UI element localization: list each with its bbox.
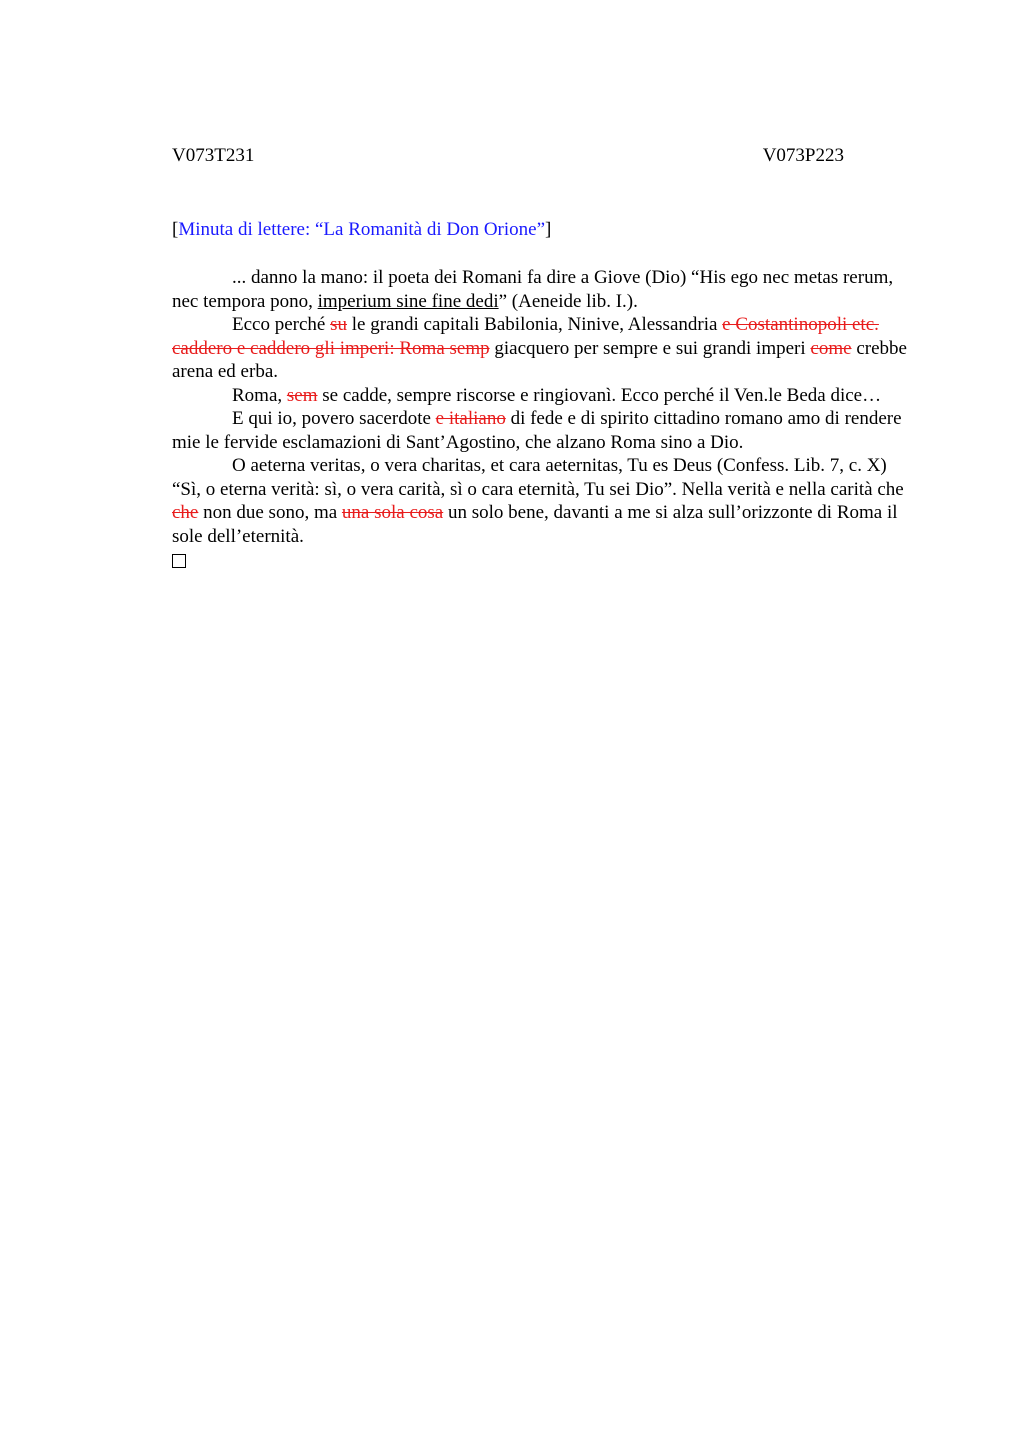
p1-text-b: ” (Aeneide lib. I.).	[498, 290, 638, 312]
title-open-bracket: [	[172, 218, 179, 240]
p4-text-a: E qui io, povero sacerdote	[232, 408, 436, 429]
document-code-left: V073T231	[172, 145, 255, 166]
p3-deletion-1: sem	[286, 384, 318, 406]
p2-deletion-2: e Costantinopoli etc. caddero e caddero gli imperi: Roma semp	[172, 314, 879, 359]
p2-deletion-3: come	[810, 337, 852, 359]
paragraph-2	[172, 313, 920, 384]
p2-text-a: Ecco perché	[232, 314, 331, 335]
p5-deletion-2: una sola cosa	[341, 502, 444, 523]
document-body	[172, 266, 920, 568]
paragraph-1	[172, 266, 920, 313]
p2-text-c: giacquero per sempre e sui grandi imperi	[489, 337, 811, 359]
document-title	[172, 218, 920, 242]
document-page	[172, 144, 920, 568]
p3-text-a: Roma,	[232, 384, 287, 406]
p3-text-b: se cadde, sempre riscorse e ringiovanì. Ecco perché il Ven.le Beda dice…	[317, 384, 882, 406]
p2-text-b: le grandi capitali Babilonia, Ninive, Alessandria	[347, 314, 723, 335]
p5-deletion-1: che	[172, 502, 199, 523]
p5-text-b: non due sono, ma	[198, 502, 342, 523]
paragraph-3	[172, 384, 920, 408]
p5-text-c: un solo bene, davanti a me si alza sull’orizzonte di Roma il sole dell’eternità.	[172, 502, 898, 547]
document-header	[172, 144, 844, 168]
paragraph-5	[172, 454, 920, 548]
title-close-bracket: ]	[545, 218, 552, 240]
p1-underlined-quote: imperium sine fine dedi	[317, 290, 499, 312]
paragraph-4	[172, 407, 920, 454]
p4-text-b: di fede e di spirito cittadino romano amo di rendere mie le fervide esclamazioni di Sant’Agostino, che alzano Roma sino a Dio.	[172, 408, 902, 453]
title-text: Minuta di lettere: “La Romanità di Don Orione”	[178, 218, 546, 240]
p1-text-a: ... danno la mano: il poeta dei Romani fa dire a Giove (Dio) “His ego nec metas rerum, nec tempora pono,	[172, 267, 894, 312]
p2-text-e: crebbe arena ed erba.	[172, 337, 907, 382]
document-code-right: V073P223	[762, 145, 844, 166]
checkbox-icon[interactable]	[172, 554, 186, 568]
p5-text-a: O aeterna veritas, o vera charitas, et cara aeternitas, Tu es Deus (Confess. Lib. 7, c. X) “Sì, o eterna verità: sì, o vera carità, sì o cara eternità, Tu sei Dio”. Nella verità e nella carità che	[172, 455, 904, 500]
p2-deletion-1: su	[330, 314, 348, 335]
p4-deletion-1: e italiano	[435, 408, 506, 429]
